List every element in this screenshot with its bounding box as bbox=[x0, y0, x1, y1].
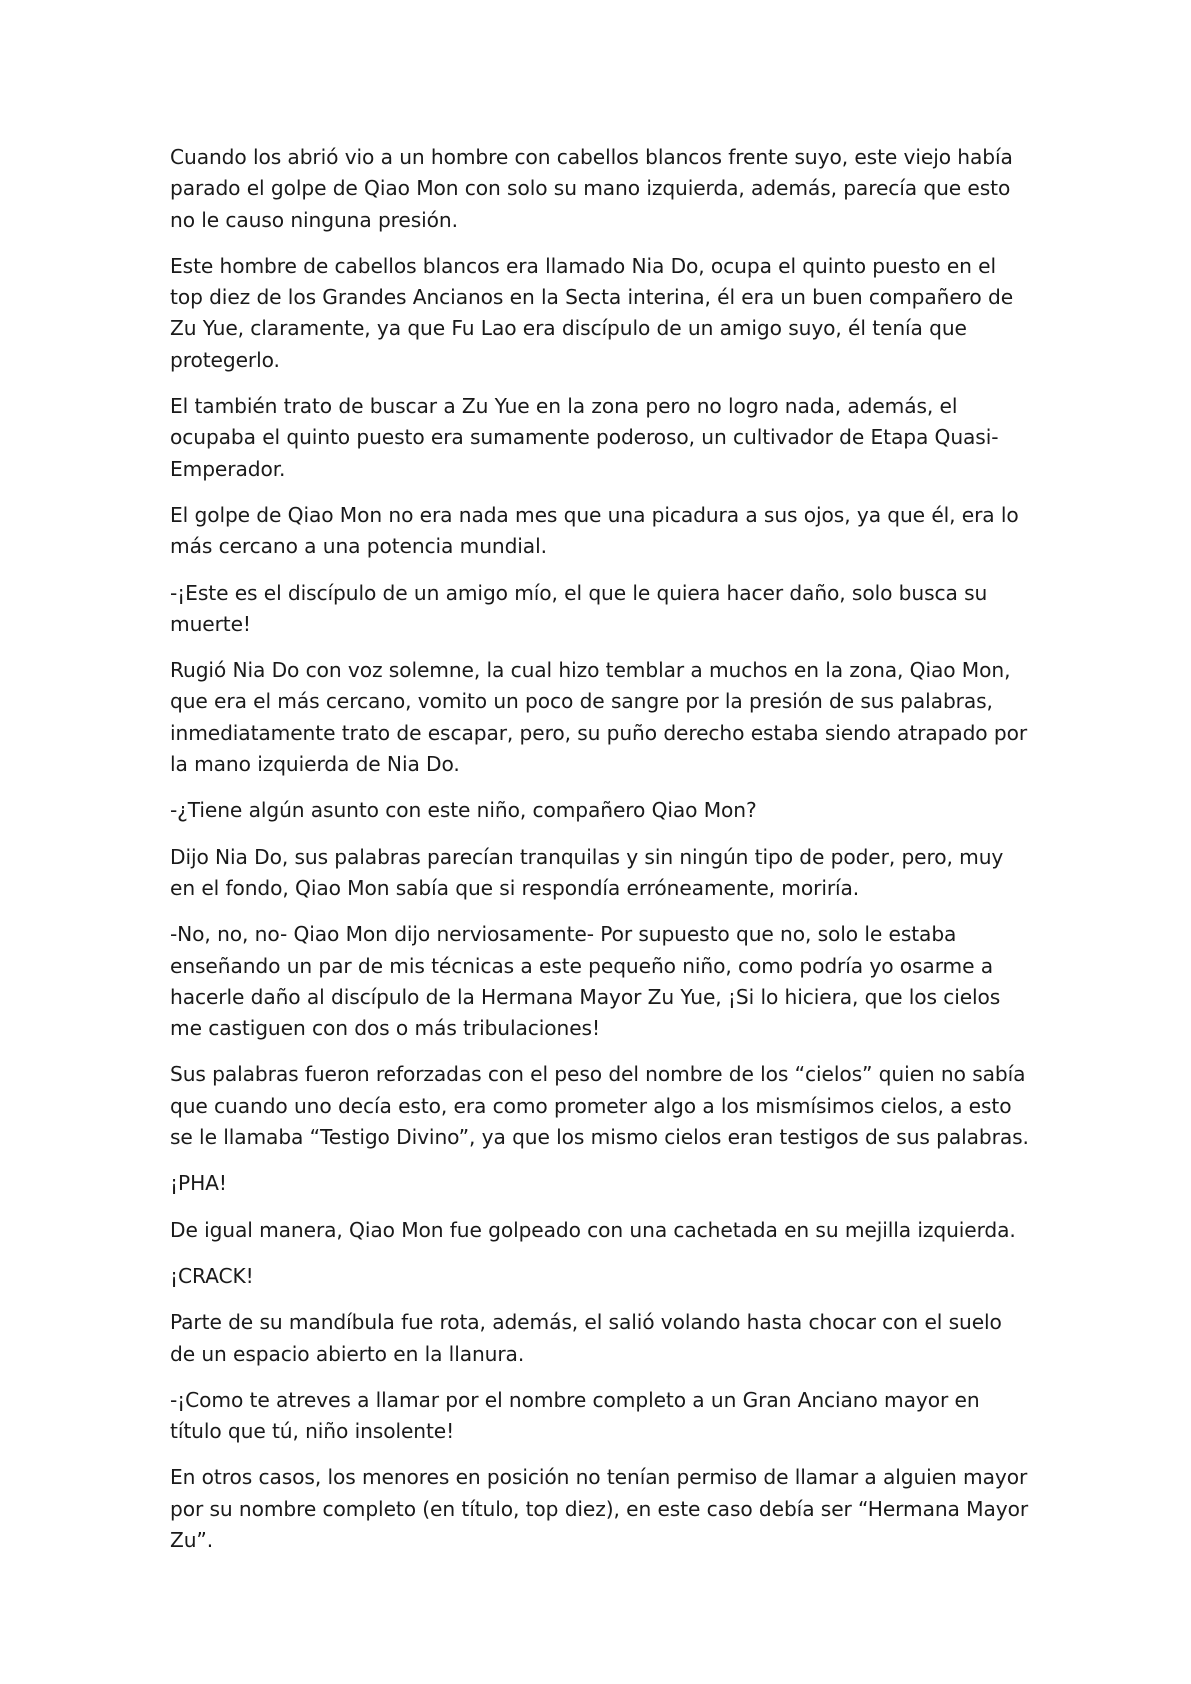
paragraph: Sus palabras fueron reforzadas con el peso del nombre de los “cielos” quien no sabía que cuando uno decía esto, era como prometer algo a los mismísimos cielos, a esto se le llamaba “Testigo Divino”, ya que los mismo cielos eran testigos de sus palabras. bbox=[170, 1062, 1029, 1150]
paragraph: -¡Como te atreves a llamar por el nombre completo a un Gran Anciano mayor en título que tú, niño insolente! bbox=[170, 1387, 980, 1444]
paragraph: De igual manera, Qiao Mon fue golpeado con una cachetada en su mejilla izquierda. bbox=[170, 1217, 1016, 1242]
paragraph: -No, no, no- Qiao Mon dijo nerviosamente- Por supuesto que no, solo le estaba enseñando un par de mis técnicas a este pequeño niño, como podría yo osarme a hacerle daño al discípulo de la Hermana Mayor Zu Yue, ¡Si lo hiciera, que los cielos me castiguen con dos o más tribulaciones! bbox=[170, 922, 1001, 1041]
paragraph: Rugió Nia Do con voz solemne, la cual hizo temblar a muchos en la zona, Qiao Mon, que era el más cercano, vomito un poco de sangre por la presión de sus palabras, inmediatamente trato de escapar, pero, su puño derecho estaba siendo atrapado por la mano izquierda de Nia Do. bbox=[170, 658, 1028, 777]
paragraph: Este hombre de cabellos blancos era llamado Nia Do, ocupa el quinto puesto en el top diez de los Grandes Ancianos en la Secta interina, él era un buen compañero de Zu Yue, claramente, ya que Fu Lao era discípulo de un amigo suyo, él tenía que protegerlo. bbox=[170, 253, 1014, 372]
paragraph: -¡Este es el discípulo de un amigo mío, el que le quiera hacer daño, solo busca su muerte! bbox=[170, 580, 988, 636]
paragraph: Cuando los abrió vio a un hombre con cabellos blancos frente suyo, este viejo había parado el golpe de Qiao Mon con solo su mano izquierda, además, parecía que esto no le causo ninguna presión. bbox=[170, 145, 1013, 232]
paragraph: -¿Tiene algún asunto con este niño, compañero Qiao Mon? bbox=[170, 798, 757, 823]
paragraph: Dijo Nia Do, sus palabras parecían tranquilas y sin ningún tipo de poder, pero, muy en el fondo, Qiao Mon sabía que si respondía erróneamente, moriría. bbox=[170, 844, 1004, 900]
paragraph: ¡PHA! bbox=[170, 1171, 227, 1196]
paragraph: El también trato de buscar a Zu Yue en la zona pero no logro nada, además, el ocupaba el quinto puesto era sumamente poderoso, un cultivador de Etapa Quasi-Emperador. bbox=[170, 394, 999, 481]
paragraph: ¡CRACK! bbox=[170, 1263, 254, 1288]
document-page bbox=[170, 142, 1030, 1571]
paragraph: El golpe de Qiao Mon no era nada mes que una picadura a sus ojos, ya que él, era lo más cercano a una potencia mundial. bbox=[170, 502, 1019, 559]
paragraph: Parte de su mandíbula fue rota, además, el salió volando hasta chocar con el suelo de un espacio abierto en la llanura. bbox=[170, 1310, 1002, 1366]
paragraph: En otros casos, los menores en posición no tenían permiso de llamar a alguien mayor por su nombre completo (en título, top diez), en este caso debía ser “Hermana Mayor Zu”. bbox=[170, 1465, 1029, 1552]
